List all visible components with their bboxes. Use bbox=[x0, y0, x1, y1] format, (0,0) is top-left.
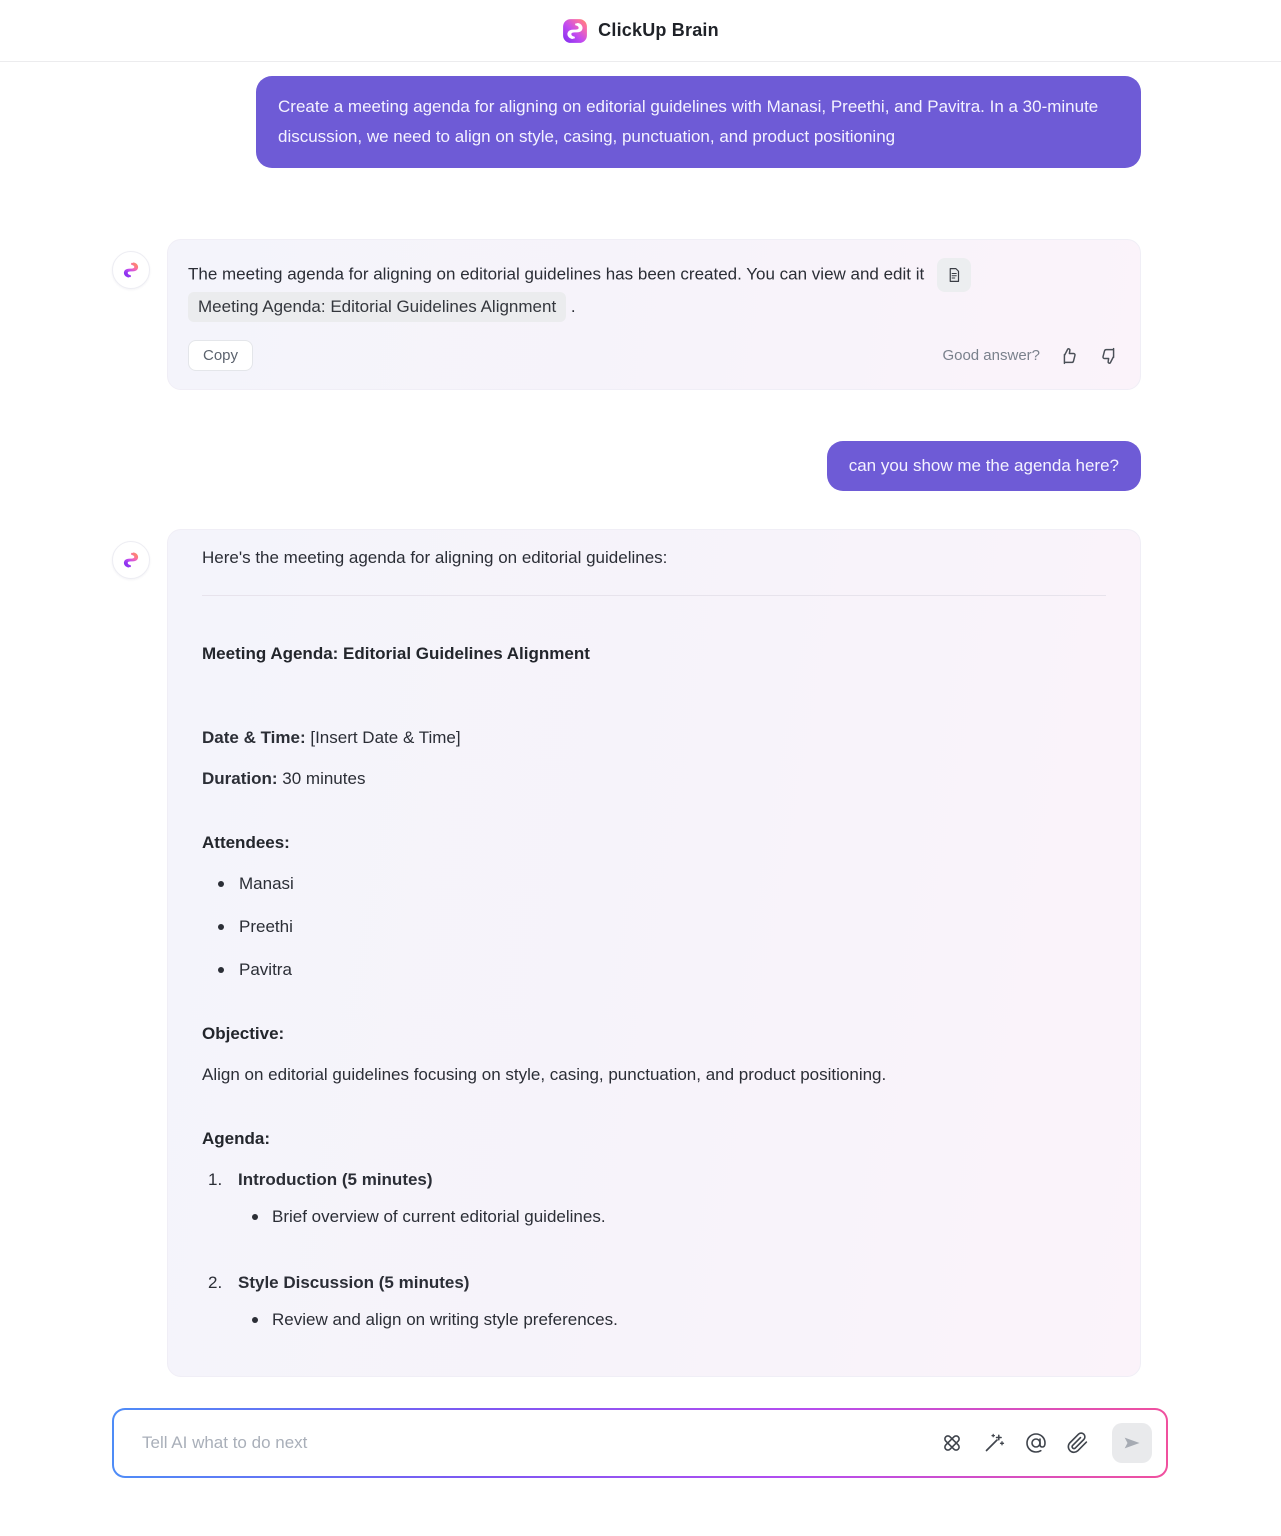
item-number: 1. bbox=[208, 1170, 223, 1189]
brain-swirl-icon bbox=[119, 258, 143, 282]
attendees-heading: Attendees: bbox=[202, 833, 290, 852]
page-title: ClickUp Brain bbox=[598, 20, 719, 40]
mention-icon bbox=[1024, 1431, 1048, 1455]
agenda-item bbox=[202, 1273, 1106, 1334]
agenda-item-title: Introduction (5 minutes) bbox=[238, 1170, 433, 1189]
duration-label: Duration: bbox=[202, 769, 278, 788]
divider bbox=[202, 595, 1106, 596]
ai-message-2 bbox=[112, 529, 1141, 1377]
agenda-heading: Agenda: bbox=[202, 1129, 270, 1148]
agenda-title: Meeting Agenda: Editorial Guidelines Alignment bbox=[202, 644, 590, 663]
doc-icon[interactable] bbox=[937, 258, 971, 292]
ai-prompt-input[interactable] bbox=[142, 1433, 940, 1453]
sentence-period: . bbox=[570, 297, 576, 316]
copy-button[interactable]: Copy bbox=[188, 340, 253, 371]
mention-button[interactable] bbox=[1024, 1431, 1048, 1455]
send-button[interactable] bbox=[1112, 1423, 1152, 1463]
attachment-icon bbox=[1066, 1431, 1090, 1455]
duration-row bbox=[202, 769, 1106, 789]
ai-avatar bbox=[112, 541, 150, 579]
magic-wand-button[interactable] bbox=[982, 1431, 1006, 1455]
doc-title-chip[interactable]: Meeting Agenda: Editorial Guidelines Alignment bbox=[188, 292, 566, 322]
clickup-brain-logo-icon bbox=[562, 18, 588, 44]
brain-swirl-icon bbox=[119, 548, 143, 572]
ai-commands-icon bbox=[940, 1431, 964, 1455]
agenda-item-title: Style Discussion (5 minutes) bbox=[238, 1273, 470, 1292]
agenda-item-detail: Brief overview of current editorial guidelines. bbox=[238, 1207, 1106, 1227]
user-message: Create a meeting agenda for aligning on editorial guidelines with Manasi, Preethi, and Pavitra. In a 30-minute discussion, we need to align on style, casing, punctuation, and product positioning bbox=[256, 76, 1141, 168]
objective-text: Align on editorial guidelines focusing on style, casing, punctuation, and product positioning. bbox=[202, 1065, 887, 1084]
date-label: Date & Time: bbox=[202, 728, 306, 747]
user-message: can you show me the agenda here? bbox=[827, 441, 1141, 491]
list-item: Pavitra bbox=[202, 960, 1106, 980]
attachment-button[interactable] bbox=[1066, 1431, 1090, 1455]
thumbs-up-button[interactable] bbox=[1058, 345, 1080, 367]
chat-thread bbox=[112, 76, 1141, 1377]
agenda-item-detail: Review and align on writing style preferences. bbox=[238, 1310, 1106, 1330]
agenda-intro: Here's the meeting agenda for aligning on editorial guidelines: bbox=[202, 548, 668, 567]
composer bbox=[112, 1408, 1168, 1478]
list-item: Preethi bbox=[202, 917, 1106, 937]
thumbs-down-icon bbox=[1098, 345, 1120, 367]
attendees-list bbox=[202, 874, 1106, 980]
date-value: [Insert Date & Time] bbox=[310, 728, 461, 747]
objective-heading: Objective: bbox=[202, 1024, 285, 1043]
ai-commands-button[interactable] bbox=[940, 1431, 964, 1455]
send-icon bbox=[1121, 1432, 1143, 1454]
agenda-item bbox=[202, 1170, 1106, 1255]
ai-message-1 bbox=[112, 239, 1141, 390]
ai-avatar bbox=[112, 251, 150, 289]
duration-value: 30 minutes bbox=[282, 769, 366, 788]
date-time-row bbox=[202, 728, 1106, 748]
list-item: Manasi bbox=[202, 874, 1106, 894]
feedback-prompt: Good answer? bbox=[942, 346, 1040, 364]
item-number: 2. bbox=[208, 1273, 223, 1292]
thumbs-up-icon bbox=[1058, 345, 1080, 367]
header bbox=[0, 0, 1281, 62]
magic-wand-icon bbox=[982, 1431, 1006, 1455]
thumbs-down-button[interactable] bbox=[1098, 345, 1120, 367]
agenda-document bbox=[188, 548, 1120, 1358]
ai-response-sentence: The meeting agenda for aligning on editorial guidelines has been created. You can view and edit it bbox=[188, 264, 925, 284]
ai-response-text bbox=[188, 258, 1120, 322]
